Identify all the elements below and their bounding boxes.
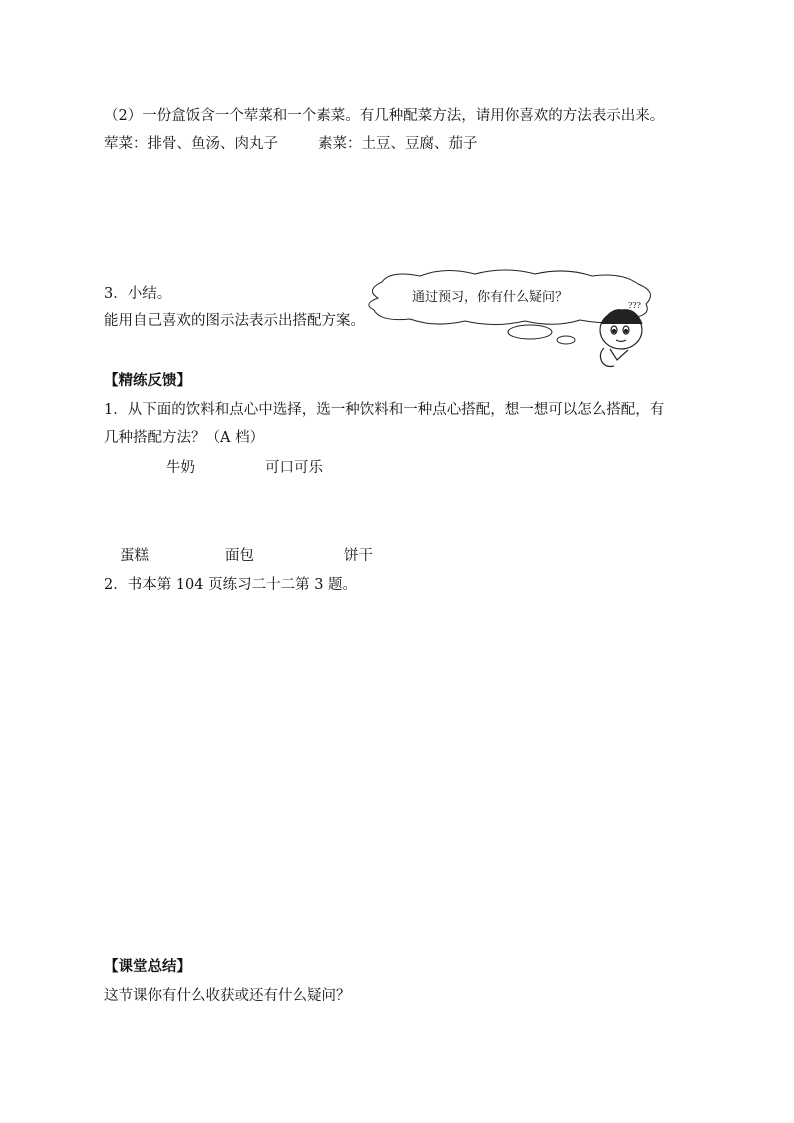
meat-dish-list: 荤菜：排骨、鱼汤、肉丸子: [104, 136, 278, 152]
drink-option-cola: 可口可乐: [265, 460, 323, 476]
practice-q1-line2: 几种搭配方法？（A 档）: [104, 430, 265, 446]
drink-option-milk: 牛奶: [166, 460, 195, 476]
snack-option-cake: 蛋糕: [120, 548, 149, 564]
snack-option-biscuit: 饼干: [344, 548, 373, 564]
veg-dish-list: 素菜：土豆、豆腐、茄子: [318, 136, 478, 152]
dish-lists: [104, 134, 478, 154]
summary-step-text: 能用自己喜欢的图示法表示出搭配方案。: [104, 313, 365, 329]
summary-step-heading: 3．小结。: [104, 286, 172, 302]
class-summary-prompt: 这节课你有什么收获或还有什么疑问？: [104, 988, 351, 1004]
cloud-trail-large: [508, 325, 552, 339]
thought-bubble: [360, 268, 660, 378]
snack-option-bread: 面包: [225, 548, 254, 564]
class-summary-title: 【课堂总结】: [104, 958, 191, 975]
cloud-trail-small: [557, 336, 575, 344]
practice-q2: 2．书本第 104 页练习二十二第 3 题。: [104, 577, 358, 593]
thought-bubble-drawing: [360, 268, 660, 378]
practice-q1-line1: 1．从下面的饮料和点心中选择，选一种饮料和一种点心搭配，想一想可以怎么搭配，有: [104, 402, 665, 418]
question-2-prompt: （2）一份盒饭含一个荤菜和一个素菜。有几种配菜方法，请用你喜欢的方法表示出来。: [104, 108, 665, 124]
practice-title: 【精练反馈】: [104, 372, 191, 389]
svg-text:???: ???: [628, 301, 641, 310]
thought-bubble-text: 通过预习，你有什么疑问？: [412, 290, 569, 305]
